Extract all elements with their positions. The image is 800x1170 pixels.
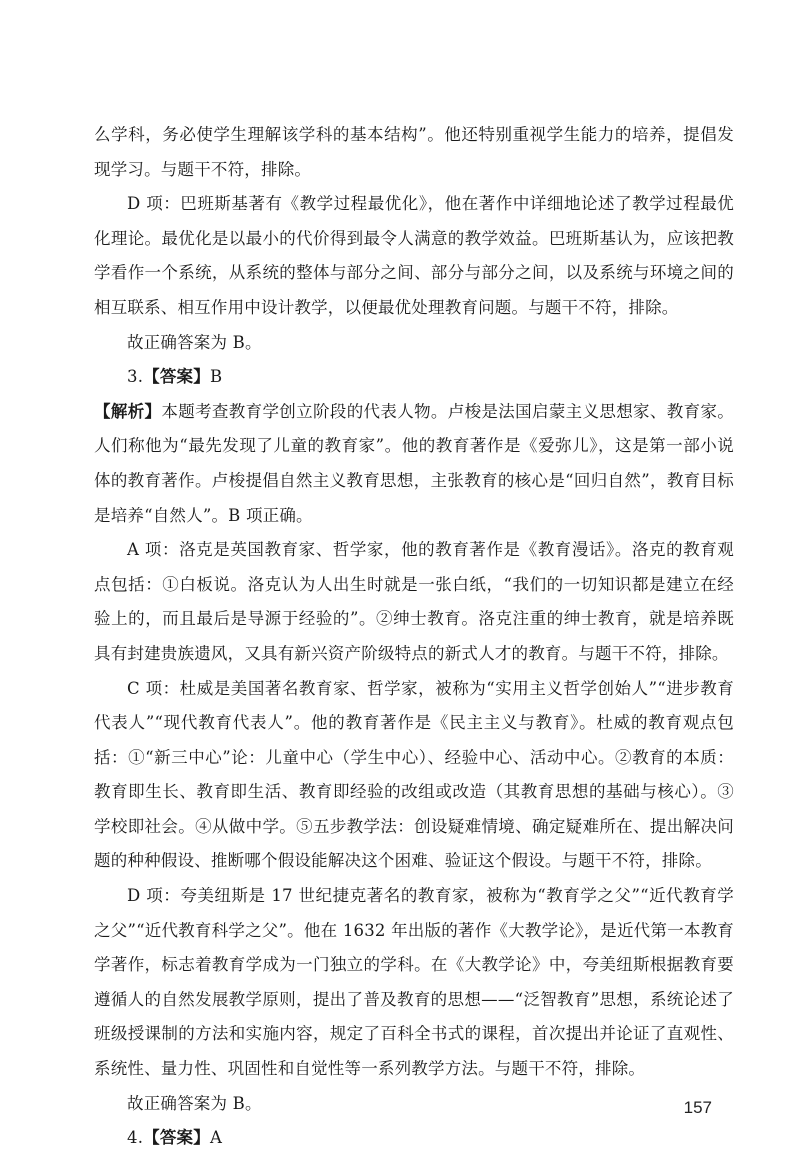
question-3-analysis (94, 395, 734, 533)
paragraph-correct-answer-q2: 故正确答案为 B。 (127, 332, 262, 352)
question-3-number: 3. (127, 367, 144, 387)
question-4-number: 4. (127, 1128, 144, 1148)
answer-value: B (209, 367, 223, 387)
paragraph-option-a-locke: A 项：洛克是英国教育家、哲学家，他的教育著作是《教育漫话》。洛克的教育观点包括：①白板说。洛克认为人出生时就是一张白纸，“我们的一切知识都是建立在经验上的，而且最后是导源于经验的”。②绅士教育。洛克注重的绅士教育，就是培养既具有封建贵族遗风，又具有新兴资产阶级特点的新式人才的教育。与题干不符，排除。 (94, 540, 734, 663)
paragraph-continuation: 么学科，务必使学生理解该学科的基本结构”。他还特别重视学生能力的培养，提倡发现学习。与题干不符，排除。 (94, 125, 734, 179)
paragraph-option-d-comenius: D 项：夸美纽斯是 17 世纪捷克著名的教育家，被称为“教育学之父”“近代教育学之父”“近代教育科学之父”。他在 1632 年出版的著作《大教学论》，是近代第一本教育学著作，标志着教育学成为一门独立的学科。在《大教学论》中，夸美纽斯根据教育要遵循人的自然发展教学原则，提出了普及教育的思想——“泛智教育”思想，系统论述了班级授课制的方法和实施内容，规定了百科全书式的课程，首次提出并论证了直观性、系统性、量力性、巩固性和自觉性等一系列教学方法。与题干不符，排除。 (94, 886, 734, 1079)
paragraph-correct-answer-q3: 故正确答案为 B。 (127, 1093, 262, 1113)
paragraph-option-d-babansky: D 项：巴班斯基著有《教学过程最优化》，他在著作中详细地论述了教学过程最优化理论。最优化是以最小的代价得到最令人满意的教学效益。巴班斯基认为，应该把教学看作一个系统，从系统的整体与部分之间、部分与部分之间，以及系统与环境之间的相互联系、相互作用中设计教学，以便最优处理教育问题。与题干不符，排除。 (94, 194, 734, 317)
answer-value: A (209, 1128, 223, 1148)
answer-label: 【答案】 (143, 1128, 210, 1148)
analysis-label: 【解析】 (94, 401, 162, 421)
question-3-answer (94, 360, 734, 395)
analysis-text: 本题考查教育学创立阶段的代表人物。卢梭是法国启蒙主义思想家、教育家。人们称他为“最先发现了儿童的教育家”。他的教育著作是《爱弥儿》，这是第一部小说体的教育著作。卢梭提倡自然主义教育思想，主张教育的核心是“回归自然”，教育目标是培养“自然人”。B 项正确。 (94, 401, 734, 525)
answer-label: 【答案】 (143, 367, 210, 387)
page-number: 157 (683, 1098, 712, 1117)
page-content (94, 118, 734, 1156)
paragraph-option-c-dewey: C 项：杜威是美国著名教育家、哲学家，被称为“实用主义哲学创始人”“进步教育代表人”“现代教育代表人”。他的教育著作是《民主主义与教育》。杜威的教育观点包括：①“新三中心”论：儿童中心（学生中心）、经验中心、活动中心。②教育的本质：教育即生长、教育即生活、教育即经验的改组或改造（其教育思想的基础与核心）。③学校即社会。④从做中学。⑤五步教学法：创设疑难情境、确定疑难所在、提出解决问题的种种假设、推断哪个假设能解决这个困难、验证这个假设。与题干不符，排除。 (94, 678, 734, 871)
question-4-answer (94, 1121, 734, 1156)
